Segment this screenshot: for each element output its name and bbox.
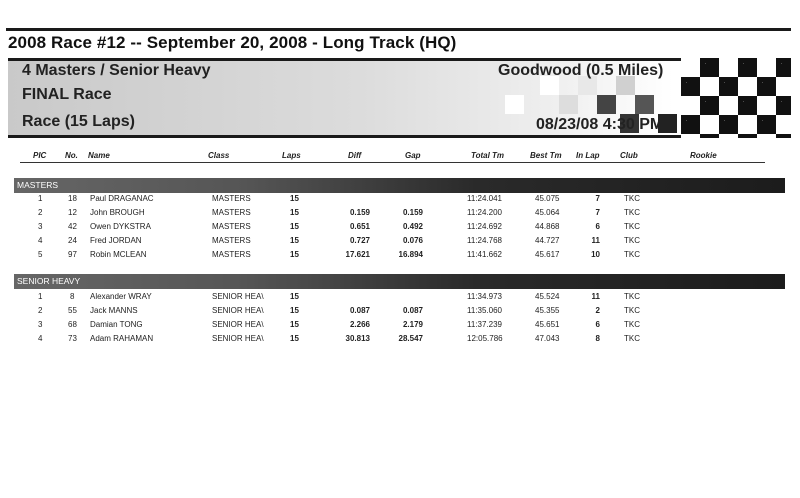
col-gap: Gap xyxy=(405,151,421,160)
col-class: Class xyxy=(208,151,230,160)
col-no: No. xyxy=(65,151,78,160)
table-row: 1 8 Alexander WRAY SENIOR HEA\ 15 11:34.973 45.524 11 TKC xyxy=(38,292,640,301)
col-in-lap: In Lap xyxy=(576,151,600,160)
table-row: 5 97 Robin MCLEAN MASTERS 15 17.621 16.894 11:41.662 45.617 10 TKC xyxy=(38,250,640,259)
col-name: Name xyxy=(88,151,110,160)
group-header-masters: MASTERS xyxy=(14,178,785,193)
page-title: 2008 Race #12 -- September 20, 2008 - Long Track (HQ) xyxy=(8,33,457,52)
col-total-time: Total Tm xyxy=(471,151,505,160)
col-club: Club xyxy=(620,151,638,160)
col-laps: Laps xyxy=(282,151,301,160)
laps-label: Race (15 Laps) xyxy=(22,113,135,130)
col-rookie: Rookie xyxy=(690,151,717,160)
track-name: Goodwood (0.5 Miles) xyxy=(498,62,664,79)
table-row: 2 55 Jack MANNS SENIOR HEA\ 15 0.087 0.087 11:35.060 45.355 2 TKC xyxy=(38,306,640,315)
col-pic: PIC xyxy=(33,151,47,160)
band-top-rule xyxy=(8,58,791,61)
header-rule xyxy=(20,162,765,163)
top-rule xyxy=(6,28,791,31)
col-best-time: Best Tm xyxy=(530,151,562,160)
table-row: 4 24 Fred JORDAN MASTERS 15 0.727 0.076 11:24.768 44.727 11 TKC xyxy=(38,236,640,245)
race-type: FINAL Race xyxy=(22,86,112,103)
band-bottom-rule xyxy=(8,135,791,138)
table-row: 3 68 Damian TONG SENIOR HEA\ 15 2.266 2.179 11:37.239 45.651 6 TKC xyxy=(38,320,640,329)
race-info-band xyxy=(8,58,791,138)
table-row: 4 73 Adam RAHAMAN SENIOR HEA\ 15 30.813 28.547 12:05.786 47.043 8 TKC xyxy=(38,334,640,343)
race-date-time: 08/23/08 4:30 PM xyxy=(536,116,664,133)
group-header-senior-heavy: SENIOR HEAVY xyxy=(14,274,785,289)
table-row: 1 18 Paul DRAGANAC MASTERS 15 11:24.041 45.075 7 TKC xyxy=(38,194,640,203)
col-diff: Diff xyxy=(348,151,362,160)
class-name: 4 Masters / Senior Heavy xyxy=(22,62,211,79)
checkered-flag-graphic xyxy=(681,58,791,138)
table-row: 2 12 John BROUGH MASTERS 15 0.159 0.159 11:24.200 45.064 7 TKC xyxy=(38,208,640,217)
table-row: 3 42 Owen DYKSTRA MASTERS 15 0.651 0.492 11:24.692 44.868 6 TKC xyxy=(38,222,640,231)
